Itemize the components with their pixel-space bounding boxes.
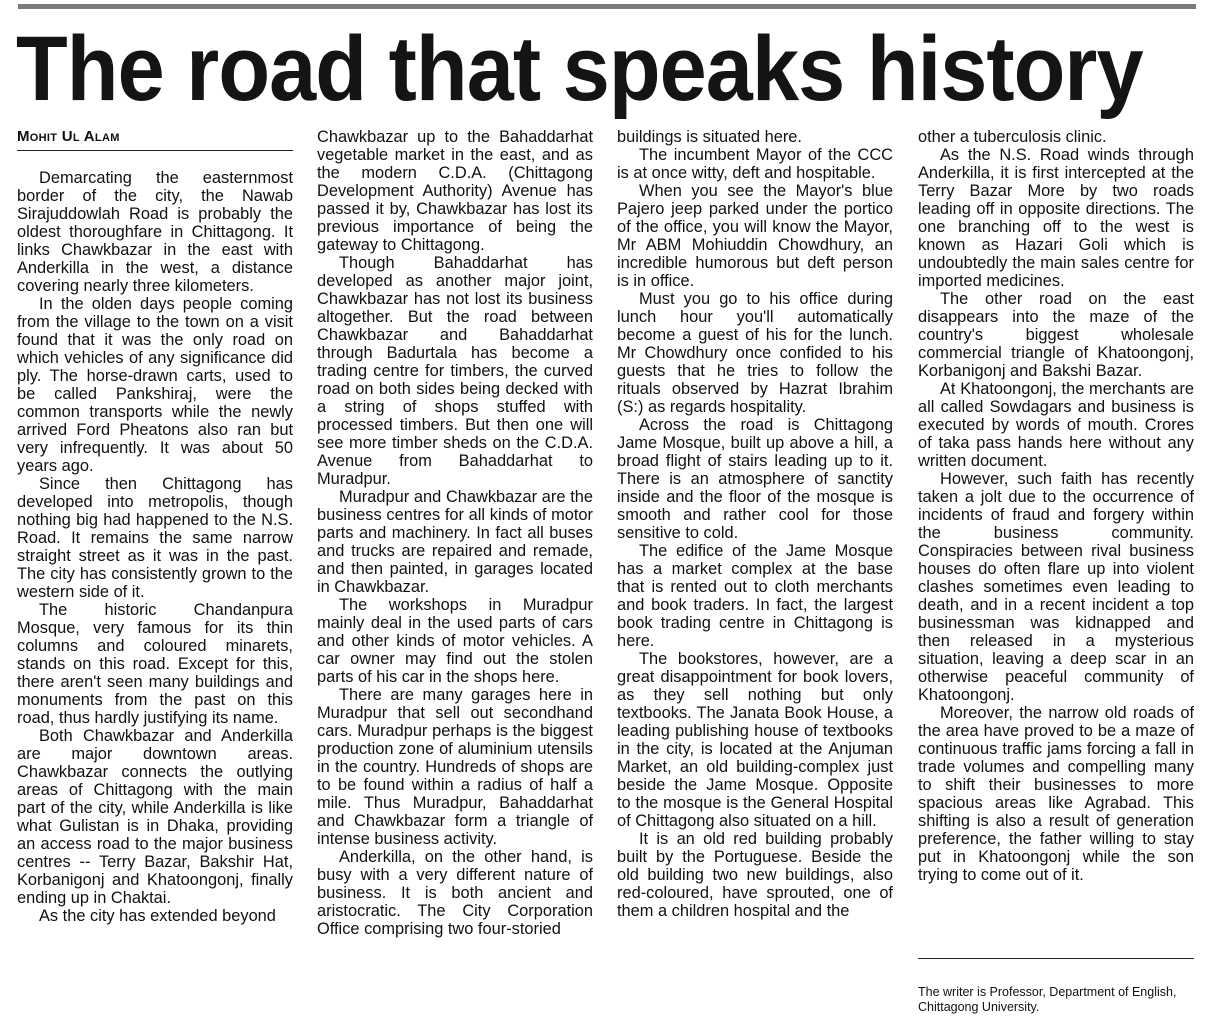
article-column-3 [617, 128, 893, 1008]
paragraph: At Khatoongonj, the merchants are all called Sowdagars and business is executed by words of mouth. Crores of taka pass hands here without any written document. [918, 380, 1194, 470]
author-footnote: The writer is Professor, Department of English, Chittagong University. [918, 985, 1177, 1014]
byline: Mohit Ul Alam [17, 128, 120, 145]
headline: The road that speaks history [16, 18, 1143, 120]
paragraph: In the olden days people coming from the village to the town on a visit found that it was the only road on which vehicles of any significance did ply. The horse-drawn carts, used to be called Pankshiraj, were the common transports while the newly arrived Ford Pheatons also ran but very infrequently. It was about 50 years ago. [17, 295, 293, 475]
paragraph: Both Chawkbazar and Anderkilla are major downtown areas. Chawkbazar connects the outlying areas of Chittagong with the main part of the city, while Anderkilla is like what Gulistan is in Dhaka, providing an access road to the major business centres -- Terry Bazar, Bakshir Hat, Korbanigonj and Khatoongonj, finally ending up in Chaktai. [17, 727, 293, 907]
article-column-1 [17, 128, 293, 1008]
paragraph: Demarcating the easternmost border of the city, the Nawab Sirajuddowlah Road is probably the oldest thoroughfare in Chittagong. It links Chawkbazar in the east with Anderkilla in the west, a distance covering nearly three kilometers. [17, 169, 293, 295]
paragraph: The incumbent Mayor of the CCC is at once witty, deft and hospitable. [617, 146, 893, 182]
paragraph: The bookstores, however, are a great disappointment for book lovers, as they sell nothing but only textbooks. The Janata Book House, a leading publishing house of textbooks in the city, is located at the Anjuman Market, an old building-complex just beside the Jame Mosque. Opposite to the mosque is the General Hospital of Chittagong also situated on a hill. [617, 650, 893, 830]
top-rule [18, 4, 1196, 9]
paragraph: buildings is situated here. [617, 128, 802, 146]
paragraph: The workshops in Muradpur mainly deal in the used parts of cars and other kinds of motor vehicles. A car owner may find out the stolen parts of his car in the shops here. [317, 596, 593, 686]
article-column-4 [918, 128, 1194, 948]
paragraph: There are many garages here in Muradpur that sell out secondhand cars. Muradpur perhaps is the biggest production zone of aluminium utensils in the country. Hundreds of shops are to be found within a radius of half a mile. Thus Muradpur, Bahaddarhat and Chawkbazar form a triangle of intense business activity. [317, 686, 593, 848]
paragraph: Though Bahaddarhat has developed as another major joint, Chawkbazar has not lost its business altogether. But the road between Chawkbazar and Bahaddarhat through Badurtala has become a trading centre for timbers, the curved road on both sides being decked with a string of shops stuffed with processed timbers. But then one will see more timber sheds on the C.D.A. Avenue from Bahaddarhat to Muradpur. [317, 254, 593, 488]
paragraph: Chawkbazar up to the Bahaddarhat vegetable market in the east, and as the modern C.D.A. (Chittagong Development Authority) Avenue has passed it by, Chawkbazar has lost its previous importance of being the gateway to Chittagong. [317, 128, 593, 254]
paragraph: As the city has extended beyond [39, 907, 276, 925]
paragraph: When you see the Mayor's blue Pajero jeep parked under the portico of the office, you will know the Mayor, Mr ABM Mohiuddin Chowdhury, an incredible humorous but deft person is in office. [617, 182, 893, 290]
paragraph: Moreover, the narrow old roads of the area have proved to be a maze of continuous traffic jams forcing a fall in trade volumes and compelling many to shift their businesses to more spacious areas like Agrabad. This shifting is also a result of generation preference, the father willing to stay put in Khatoongonj while the son trying to come out of it. [918, 704, 1194, 884]
paragraph: It is an old red building probably built by the Portuguese. Beside the old building two new buildings, also red-coloured, have sprouted, one of them a children hospital and the [617, 830, 893, 920]
article-column-2 [317, 128, 593, 1008]
paragraph: The edifice of the Jame Mosque has a market complex at the base that is rented out to cloth merchants and book traders. In fact, the largest book trading centre in Chittagong is here. [617, 542, 893, 650]
paragraph: Since then Chittagong has developed into metropolis, though nothing big had happened to the N.S. Road. It remains the same narrow straight street as it was in the past. The city has consistently grown to the western side of it. [17, 475, 293, 601]
paragraph: However, such faith has recently taken a jolt due to the occurrence of incidents of fraud and forgery within the business community. Conspiracies between rival business houses do often flare up into violent clashes sometimes even leading to death, and in a recent incident a top businessman was kidnapped and then released in a mysterious situation, leaving a deep scar in an otherwise peaceful community of Khatoongonj. [918, 470, 1194, 704]
paragraph: Muradpur and Chawkbazar are the business centres for all kinds of motor parts and machinery. In fact all buses and trucks are repaired and remade, and then painted, in garages located in Chawkbazar. [317, 488, 593, 596]
paragraph: other a tuberculosis clinic. [918, 128, 1107, 146]
byline-rule [17, 150, 293, 151]
footnote-rule [918, 958, 1194, 959]
paragraph: Must you go to his office during lunch hour you'll automatically become a guest of his for the lunch. Mr Chowdhury once confided to his guests that he tries to follow the rituals observed by Hazrat Ibrahim (S:) as regards hospitality. [617, 290, 893, 416]
paragraph: The other road on the east disappears into the maze of the country's biggest wholesale commercial triangle of Khatoongonj, Korbanigonj and Bakshi Bazar. [918, 290, 1194, 380]
paragraph: Across the road is Chittagong Jame Mosque, built up above a hill, a broad flight of stairs leading up to it. There is an atmosphere of sanctity inside and the floor of the mosque is smooth and rather cool for those sensitive to cold. [617, 416, 893, 542]
paragraph: As the N.S. Road winds through Anderkilla, it is first intercepted at the Terry Bazar More by two roads leading off in opposite directions. The one branching off to the west is known as Hazari Goli which is undoubtedly the main sales centre for imported medicines. [918, 146, 1194, 290]
paragraph: Anderkilla, on the other hand, is busy with a very different nature of business. It is both ancient and aristocratic. The City Corporation Office comprising two four-storied [317, 848, 593, 938]
paragraph: The historic Chandanpura Mosque, very famous for its thin columns and coloured minarets, stands on this road. Except for this, there aren't seen many buildings and monuments from the past on this road, thus hardly justifying its name. [17, 601, 293, 727]
